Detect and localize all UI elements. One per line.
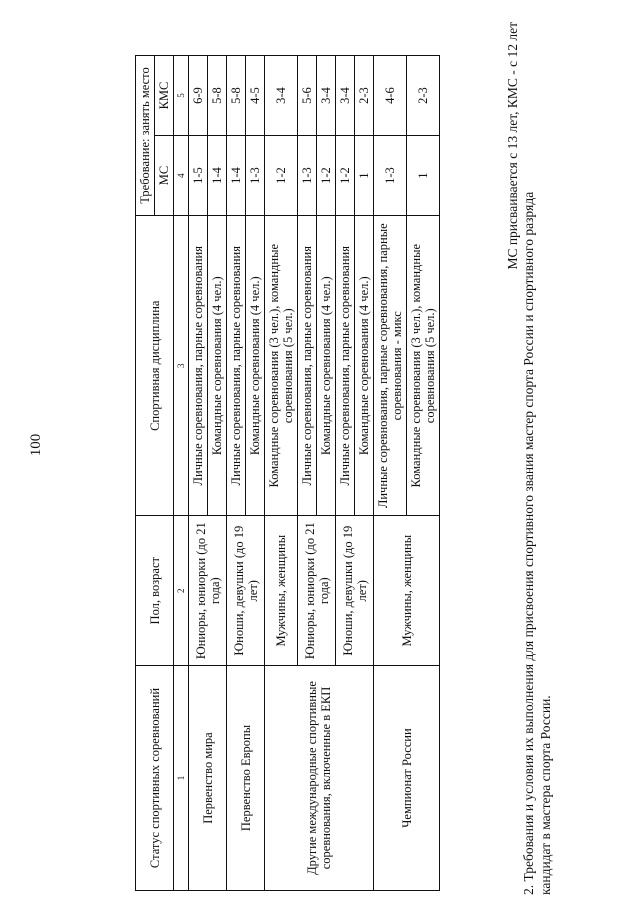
kms-cell: 2-3 [355, 56, 374, 136]
gender-age-cell: Мужчины, женщины [265, 516, 298, 666]
kms-cell: 2-3 [407, 56, 440, 136]
col-num-4: 4 [174, 136, 189, 216]
header-status: Статус спортивных соревнований [136, 666, 174, 891]
col-num-3: 3 [174, 216, 189, 516]
ms-cell: 1-3 [298, 136, 317, 216]
intro-paragraph [520, 35, 554, 895]
table-header-row [136, 56, 155, 891]
status-cell: Другие международные спортивные соревнования, включенные в ЕКП [265, 666, 374, 891]
status-cell: Чемпионат России [374, 666, 440, 891]
header-gender-age: Пол, возраст [136, 516, 174, 666]
kms-cell: 4-5 [246, 56, 265, 136]
discipline-cell: Личные соревнования, парные соревнования, парные соревнования - микс [374, 216, 407, 516]
discipline-cell: Личные соревнования, парные соревнования [298, 216, 317, 516]
table-row [265, 56, 298, 891]
age-note: МС присваивается с 13 лет, КМС - с 12 лет [505, 22, 520, 270]
ms-cell: 1-5 [189, 136, 208, 216]
discipline-cell: Личные соревнования, парные соревнования [336, 216, 355, 516]
ms-cell: 1 [355, 136, 374, 216]
kms-cell: 5-8 [208, 56, 227, 136]
discipline-cell: Командные соревнования (4 чел.) [355, 216, 374, 516]
table-row [227, 56, 246, 891]
kms-cell: 3-4 [265, 56, 298, 136]
discipline-cell: Командные соревнования (4 чел.) [317, 216, 336, 516]
kms-cell: 4-6 [374, 56, 407, 136]
discipline-cell: Командные соревнования (4 чел.) [208, 216, 227, 516]
gender-age-cell: Юниоры, юниорки (до 21 года) [298, 516, 336, 666]
status-cell: Первенство мира [189, 666, 227, 891]
header-ms: МС [155, 136, 174, 216]
table-row [374, 56, 407, 891]
kms-cell: 3-4 [317, 56, 336, 136]
page-number: 100 [28, 433, 44, 457]
discipline-cell: Командные соревнования (3 чел.), командные соревнования (5 чел.) [407, 216, 440, 516]
ms-cell: 1-2 [265, 136, 298, 216]
header-requirement: Требование: занять место [136, 56, 155, 216]
kms-cell: 5-8 [227, 56, 246, 136]
ms-cell: 1-4 [227, 136, 246, 216]
kms-cell: 3-4 [336, 56, 355, 136]
intro-line-1: 2. Требования и условия их выполнения для присвоения спортивного звания мастер спорта России и спортивного разряда [521, 191, 536, 895]
discipline-cell: Личные соревнования, парные соревнования [227, 216, 246, 516]
kms-cell: 6-9 [189, 56, 208, 136]
discipline-cell: Командные соревнования (4 чел.) [246, 216, 265, 516]
header-kms: КМС [155, 56, 174, 136]
discipline-cell: Командные соревнования (3 чел.), командные соревнования (5 чел.) [265, 216, 298, 516]
ms-cell: 1-3 [374, 136, 407, 216]
discipline-cell: Личные соревнования, парные соревнования [189, 216, 208, 516]
col-num-1: 1 [174, 666, 189, 891]
gender-age-cell: Юноши, девушки (до 19 лет) [227, 516, 265, 666]
requirements-table [135, 55, 440, 891]
ms-cell: 1-2 [336, 136, 355, 216]
header-discipline: Спортивная дисциплина [136, 216, 174, 516]
kms-cell: 5-6 [298, 56, 317, 136]
column-number-row [174, 56, 189, 891]
ms-cell: 1-4 [208, 136, 227, 216]
col-num-5: 5 [174, 56, 189, 136]
intro-line-2: кандидат в мастера спорта России. [538, 695, 553, 895]
ms-cell: 1-2 [317, 136, 336, 216]
ms-cell: 1-3 [246, 136, 265, 216]
table-row [189, 56, 208, 891]
gender-age-cell: Мужчины, женщины [374, 516, 440, 666]
ms-cell: 1 [407, 136, 440, 216]
gender-age-cell: Юноши, девушки (до 19 лет) [336, 516, 374, 666]
status-cell: Первенство Европы [227, 666, 265, 891]
col-num-2: 2 [174, 516, 189, 666]
gender-age-cell: Юниоры, юниорки (до 21 года) [189, 516, 227, 666]
